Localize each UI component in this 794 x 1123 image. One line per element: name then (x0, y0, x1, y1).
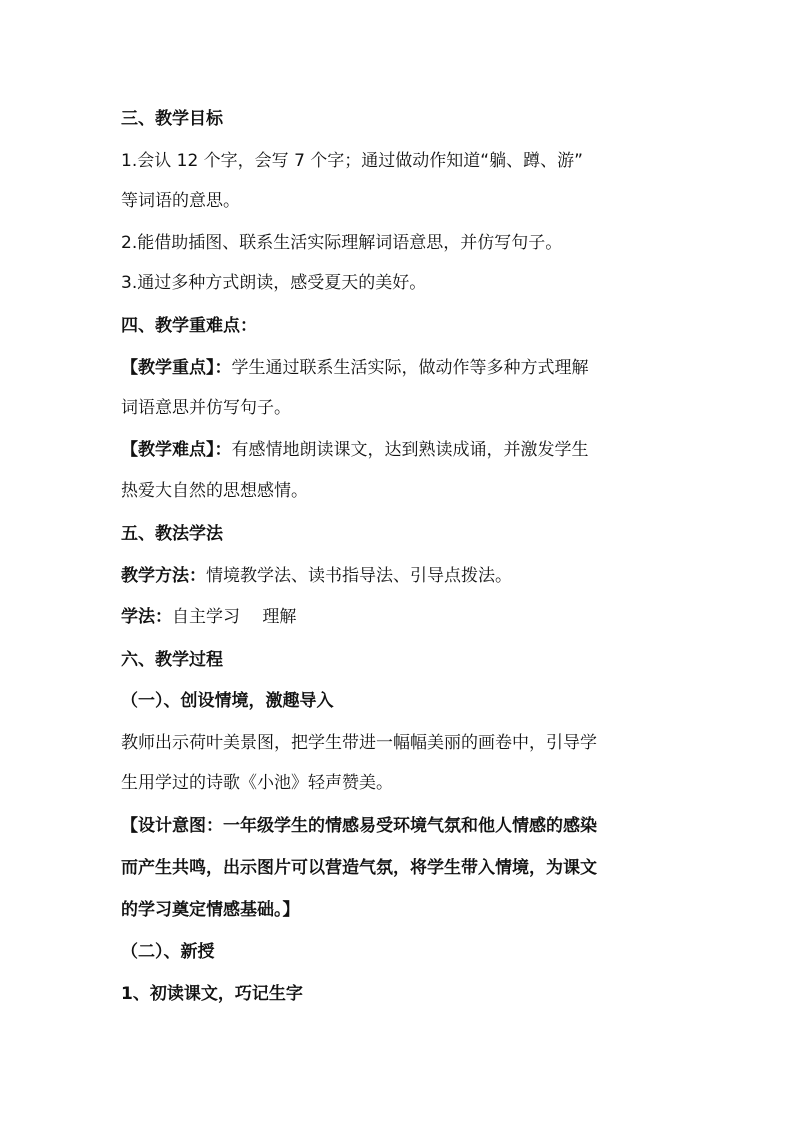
section-heading-objectives: 三、教学目标 (121, 109, 223, 129)
key-point-line-1 (121, 356, 681, 380)
section-heading-process: 六、教学过程 (121, 650, 223, 670)
objective-1-line-2: 等词语的意思。 (121, 191, 240, 211)
teaching-method-line (121, 564, 681, 588)
design-intent-line-2: 而产生共鸣，出示图片可以营造气氛，将学生带入情境，为课文 (121, 858, 597, 878)
key-point-line-2: 词语意思并仿写句子。 (121, 398, 291, 418)
learning-method-line (121, 605, 681, 629)
objective-1-line-1: 1.会认 12 个字，会写 7 个字；通过做动作知道“躺、蹲、游” (121, 151, 583, 171)
part-1-heading: （一）、创设情境，激趣导入 (121, 691, 334, 711)
difficult-point-label: 【教学难点】： (121, 440, 232, 460)
difficult-point-text: 有感情地朗读课文，达到熟读成诵，并激发学生 (231, 440, 589, 460)
teaching-method-label: 教学方法： (121, 566, 206, 586)
objective-2: 2.能借助插图、联系生活实际理解词语意思，并仿写句子。 (121, 233, 563, 253)
difficult-point-line-2: 热爱大自然的思想感情。 (121, 481, 308, 501)
teaching-method-text: 情境教学法、读书指导法、引导点拨法。 (206, 566, 512, 586)
part-1-line-2: 生用学过的诗歌《小池》轻声赞美。 (121, 773, 393, 793)
step-1-heading: 1、初读课文，巧记生字 (121, 984, 303, 1004)
part-1-line-1: 教师出示荷叶美景图，把学生带进一幅幅美丽的画卷中，引导学 (121, 733, 597, 753)
learning-method-text: 自主学习 理解 (172, 607, 297, 627)
difficult-point-line-1 (121, 438, 681, 462)
section-heading-methods: 五、教法学法 (121, 524, 223, 544)
design-intent-line-3: 的学习奠定情感基础。】 (121, 900, 300, 920)
section-heading-key-points: 四、教学重难点： (121, 316, 257, 336)
learning-method-label: 学法： (121, 607, 172, 627)
key-point-label: 【教学重点】： (121, 358, 232, 378)
part-2-heading: （二）、新授 (121, 942, 215, 962)
design-intent-line-1: 【设计意图：一年级学生的情感易受环境气氛和他人情感的感染 (121, 816, 597, 836)
objective-3: 3.通过多种方式朗读，感受夏天的美好。 (121, 273, 427, 293)
key-point-text: 学生通过联系生活实际，做动作等多种方式理解 (231, 358, 589, 378)
